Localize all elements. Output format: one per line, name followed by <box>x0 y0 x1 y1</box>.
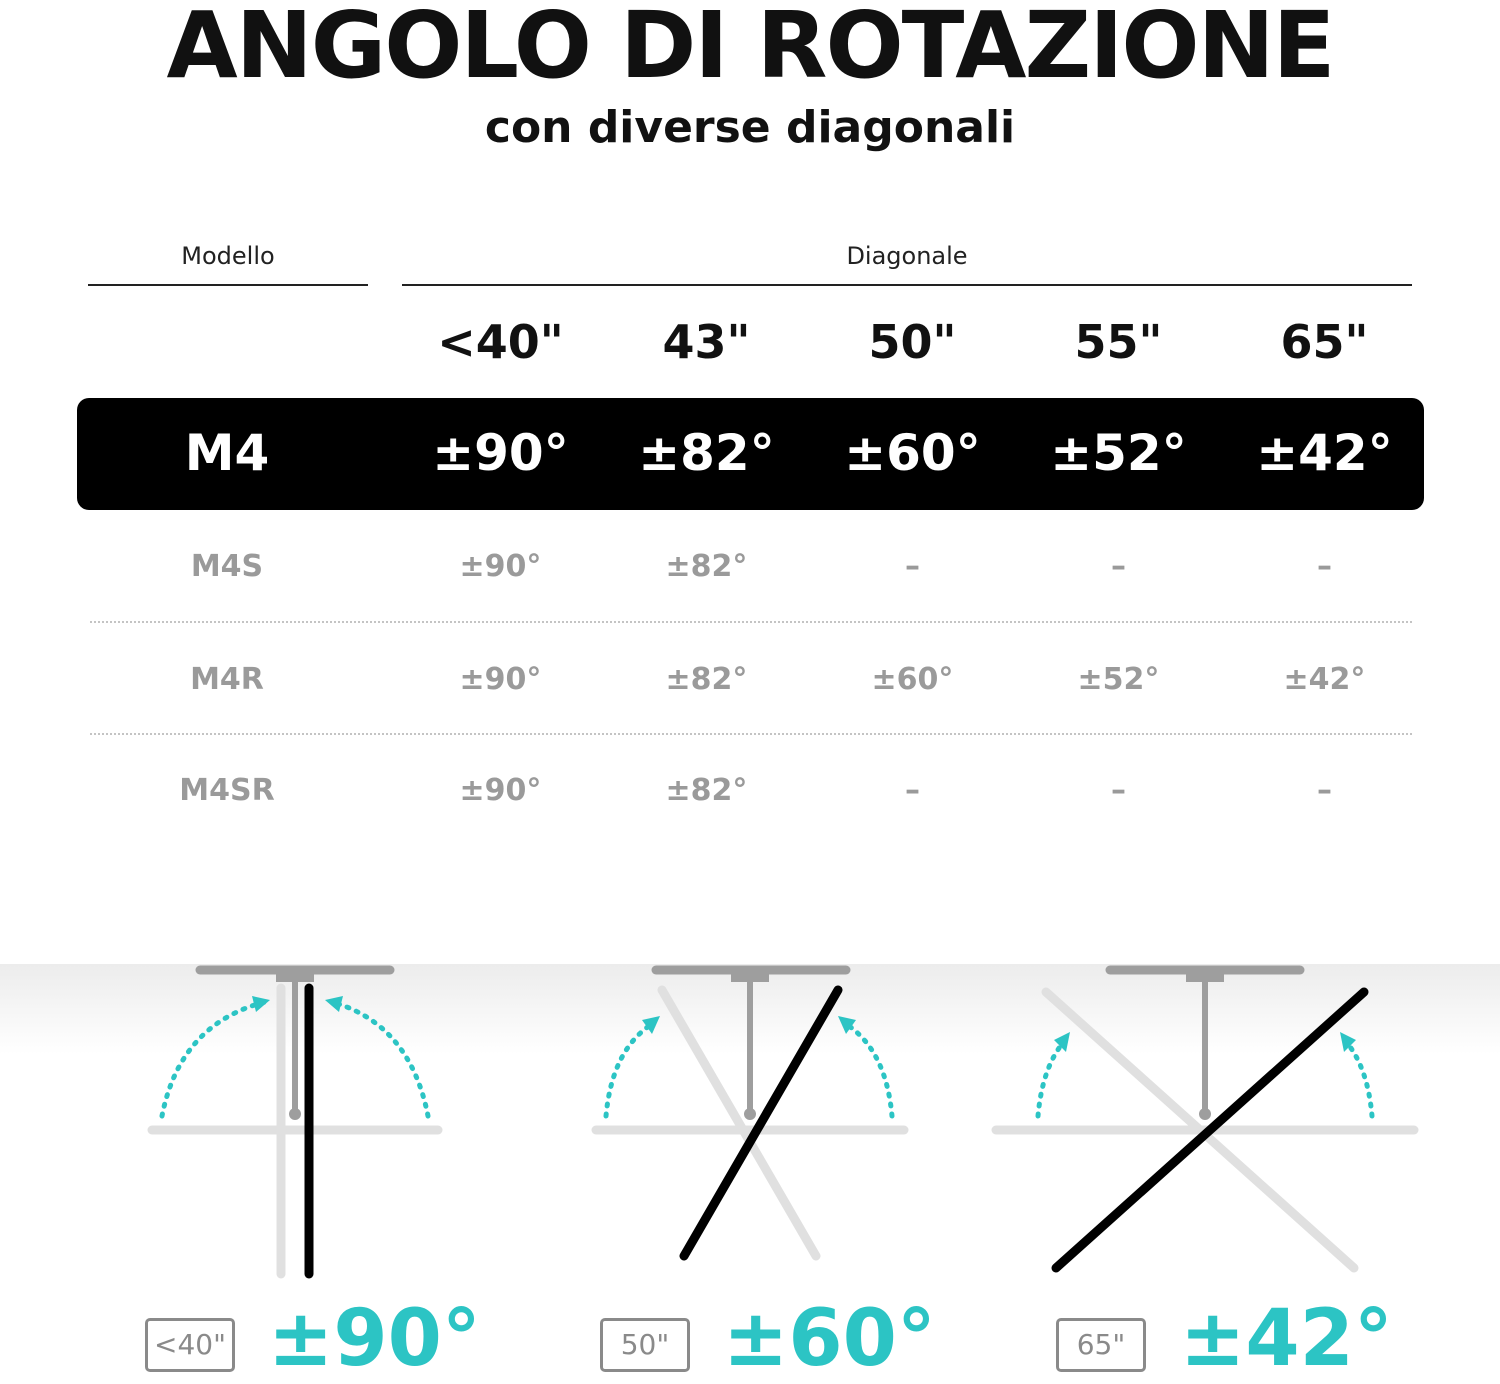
column-header: 55" <box>1074 315 1163 369</box>
diagonal-header-rule <box>402 284 1412 286</box>
angle-cell: ±82° <box>665 773 748 808</box>
arrow-head-icon <box>325 996 343 1012</box>
angle-callout: ±60° <box>723 1294 936 1384</box>
angle-cell: – <box>1111 773 1126 808</box>
rotation-arc-left <box>1038 1044 1062 1116</box>
pivot-joint <box>1199 1108 1211 1120</box>
arrow-head-icon <box>838 1016 856 1034</box>
tv-rotated-position <box>684 990 838 1256</box>
size-badge: <40" <box>145 1318 235 1372</box>
arrow-head-icon <box>252 996 270 1012</box>
column-header: <40" <box>437 315 564 369</box>
size-badge: 65" <box>1056 1318 1146 1372</box>
angle-cell: – <box>1111 549 1126 584</box>
model-name: M4 <box>184 424 270 482</box>
rotation-diagram-90 <box>80 964 540 1294</box>
rotation-arc-right <box>846 1024 892 1116</box>
column-header: 43" <box>662 315 751 369</box>
angle-callout: ±42° <box>1180 1294 1393 1384</box>
row-divider <box>90 733 1412 735</box>
angle-cell: ±60° <box>844 424 981 482</box>
page-subtitle: con diverse diagonali <box>484 102 1016 153</box>
angle-cell: ±82° <box>665 549 748 584</box>
model-header: Modello <box>181 242 275 270</box>
pivot-joint <box>744 1108 756 1120</box>
angle-cell: – <box>905 549 920 584</box>
angle-cell: ±52° <box>1050 424 1187 482</box>
angle-cell: ±42° <box>1256 424 1393 482</box>
angle-cell: ±90° <box>459 773 542 808</box>
angle-cell: ±60° <box>871 662 954 697</box>
column-header: 65" <box>1280 315 1369 369</box>
size-badge: 50" <box>600 1318 690 1372</box>
model-header-rule <box>88 284 368 286</box>
row-divider <box>90 621 1412 623</box>
model-name: M4SR <box>179 773 275 808</box>
arrow-head-icon <box>642 1016 660 1034</box>
pivot-joint <box>289 1108 301 1120</box>
model-name: M4R <box>190 662 264 697</box>
angle-cell: ±90° <box>459 662 542 697</box>
angle-cell: ±90° <box>459 549 542 584</box>
rotation-diagram-42 <box>980 964 1440 1294</box>
angle-cell: ±42° <box>1283 662 1366 697</box>
page-title: ANGOLO DI ROTAZIONE <box>166 0 1334 99</box>
rotation-arc-right <box>332 1002 428 1116</box>
rotation-arc-left <box>162 1002 265 1116</box>
angle-cell: ±90° <box>432 424 569 482</box>
angle-cell: – <box>1317 773 1332 808</box>
diagonal-header: Diagonale <box>846 242 968 270</box>
column-header: 50" <box>868 315 957 369</box>
angle-cell: ±52° <box>1077 662 1160 697</box>
model-name: M4S <box>190 549 264 584</box>
tv-ghost-position <box>662 990 816 1256</box>
rotation-arc-left <box>606 1024 652 1116</box>
rotation-diagram-60 <box>520 964 980 1294</box>
angle-cell: – <box>1317 549 1332 584</box>
angle-callout: ±90° <box>268 1294 481 1384</box>
rotation-arc-right <box>1348 1044 1372 1116</box>
angle-cell: – <box>905 773 920 808</box>
angle-cell: ±82° <box>638 424 775 482</box>
angle-cell: ±82° <box>665 662 748 697</box>
